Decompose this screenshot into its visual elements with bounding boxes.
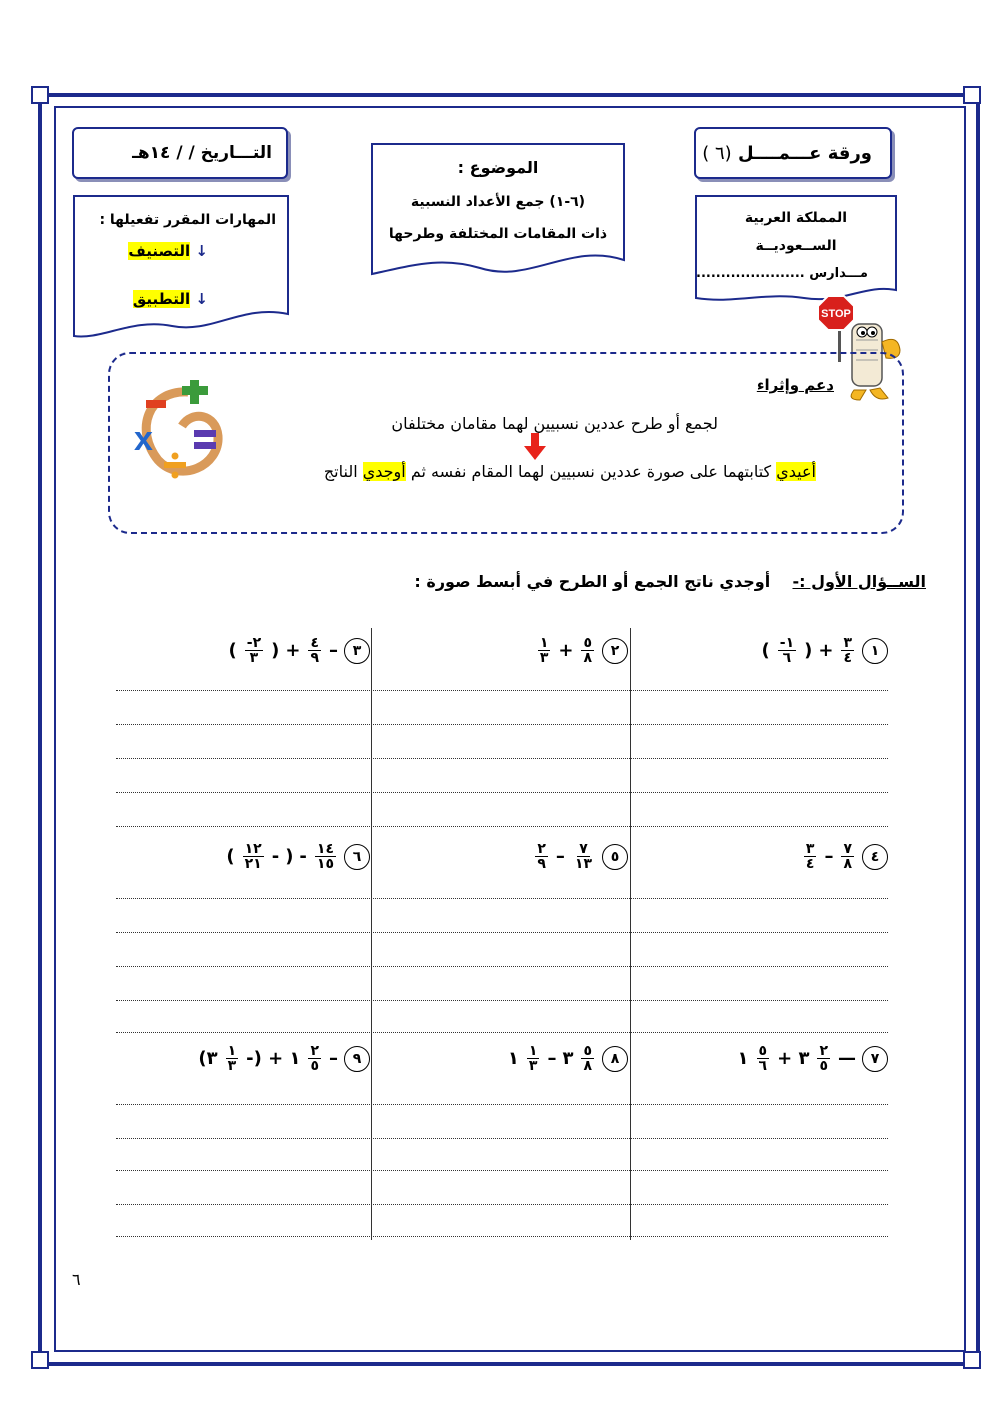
answer-line bbox=[116, 826, 888, 827]
problem-number: ٢ bbox=[602, 638, 628, 664]
operator: – bbox=[329, 1048, 338, 1069]
support-line2: أعيدي كتابتهما على صورة عددين نسبيين لهما المقام نفسه ثم أوجدي الناتج bbox=[323, 462, 816, 481]
answer-line bbox=[116, 1032, 888, 1033]
kingdom-line1: المملكة العربية bbox=[744, 210, 848, 226]
answer-line bbox=[116, 758, 888, 759]
page-number: ٦ bbox=[72, 1270, 81, 1289]
topic-line2: ذات المقامات المختلفة وطرحها bbox=[388, 226, 608, 242]
problem-2 bbox=[536, 636, 628, 665]
fraction-denominator: ٥ bbox=[819, 1058, 828, 1074]
fraction bbox=[778, 636, 796, 665]
math-operations-icon bbox=[128, 380, 228, 484]
question-heading: الســؤال الأول :- أوجدي ناتج الجمع أو الطرح في أبسط صورة : bbox=[414, 572, 926, 591]
operator: + bbox=[558, 640, 574, 661]
fraction-numerator: ٣ bbox=[843, 635, 852, 651]
problem-number: ٩ bbox=[344, 1046, 370, 1072]
problem-6 bbox=[226, 842, 370, 871]
fraction bbox=[538, 636, 551, 665]
fraction-denominator: ٨ bbox=[843, 856, 852, 872]
operator: ( bbox=[271, 640, 280, 661]
answer-line bbox=[116, 932, 888, 933]
frame-corner bbox=[31, 86, 49, 104]
problem-number: ٧ bbox=[862, 1046, 888, 1072]
fraction-numerator: ٥ bbox=[583, 635, 592, 651]
bullet-arrow-icon: ↓ bbox=[195, 242, 208, 260]
operator: ( bbox=[804, 640, 813, 661]
fraction bbox=[245, 636, 263, 665]
operator: ) bbox=[226, 846, 235, 867]
frame-corner bbox=[31, 1351, 49, 1369]
operator: – bbox=[547, 1048, 557, 1069]
operator: + bbox=[818, 640, 834, 661]
fraction bbox=[757, 1044, 770, 1073]
support-title: دعم وإثراء bbox=[756, 376, 834, 394]
fraction-numerator: ٥ bbox=[583, 1043, 592, 1059]
operator: ١ bbox=[737, 1048, 749, 1069]
topic-line1: (٦-١) جمع الأعداد النسبية bbox=[410, 194, 586, 210]
fraction-denominator: ١٥ bbox=[316, 856, 334, 872]
fraction bbox=[573, 842, 594, 871]
problem-8 bbox=[508, 1044, 628, 1073]
fraction-numerator: ٧ bbox=[843, 841, 852, 857]
fraction-numerator: ١ bbox=[227, 1043, 237, 1059]
kingdom-line2: الســعوديــة bbox=[755, 238, 837, 254]
fraction-denominator: ٨ bbox=[583, 1058, 592, 1074]
school-line: مـــدارس ...................... bbox=[696, 266, 868, 281]
operator: ٣ + bbox=[777, 1048, 810, 1069]
answer-line bbox=[116, 898, 888, 899]
operator: – bbox=[555, 846, 565, 867]
operator: - bbox=[299, 846, 307, 867]
skill-item-2: ↓ التطبيق bbox=[132, 290, 208, 308]
operator: — bbox=[838, 1048, 856, 1069]
skills-title: المهارات المقرر تفعيلها : bbox=[99, 212, 276, 228]
fraction bbox=[581, 1044, 594, 1073]
operator: ) bbox=[228, 640, 237, 661]
skills-box bbox=[72, 194, 290, 344]
fraction-numerator: ٥ bbox=[758, 1043, 768, 1059]
operator: ١ + (- bbox=[246, 1048, 301, 1069]
fraction-numerator: ٣ bbox=[805, 841, 815, 857]
problem-5 bbox=[533, 842, 628, 871]
fraction bbox=[581, 636, 594, 665]
fraction bbox=[841, 842, 854, 871]
stop-sign-text: STOP bbox=[821, 308, 851, 320]
operator: ١ bbox=[507, 1048, 519, 1069]
fraction-numerator: ١ bbox=[528, 1043, 538, 1059]
bullet-arrow-icon: ↓ bbox=[195, 290, 208, 308]
operator: + bbox=[285, 640, 301, 661]
fraction-numerator: ١ bbox=[539, 635, 549, 651]
fraction-numerator: ١٢ bbox=[244, 841, 262, 857]
answer-line bbox=[116, 792, 888, 793]
answer-line bbox=[116, 690, 888, 691]
answer-line bbox=[116, 1204, 888, 1205]
problem-9 bbox=[198, 1044, 370, 1073]
fraction-denominator: ٢١ bbox=[244, 856, 262, 872]
answer-line bbox=[116, 966, 888, 967]
column-divider bbox=[371, 628, 372, 1240]
problem-number: ٥ bbox=[602, 844, 628, 870]
fraction-denominator: ٦ bbox=[782, 650, 792, 666]
problem-4 bbox=[802, 842, 888, 871]
fraction-denominator: ٣ bbox=[249, 650, 259, 666]
fraction bbox=[243, 842, 264, 871]
problem-number: ٨ bbox=[602, 1046, 628, 1072]
fraction bbox=[308, 1044, 321, 1073]
operator: ٣) bbox=[198, 1048, 218, 1069]
fraction-denominator: ٨ bbox=[583, 650, 592, 666]
fraction-denominator: ٣ bbox=[227, 1058, 237, 1074]
date-label: التـــاريخ / / ١٤هـ bbox=[132, 143, 272, 163]
answer-line bbox=[116, 1236, 888, 1237]
fraction-numerator: ١- bbox=[779, 635, 795, 651]
fraction bbox=[308, 636, 321, 665]
fraction-numerator: ٢ bbox=[819, 1043, 828, 1059]
problem-3 bbox=[229, 636, 370, 665]
problem-1 bbox=[762, 636, 888, 665]
fraction bbox=[817, 1044, 830, 1073]
fraction bbox=[841, 636, 854, 665]
fraction bbox=[527, 1044, 540, 1073]
problem-number: ٤ bbox=[862, 844, 888, 870]
fraction-numerator: ٢ bbox=[310, 1043, 319, 1059]
fraction-denominator: ١٣ bbox=[574, 856, 592, 872]
fraction-denominator: ٩ bbox=[310, 650, 319, 666]
topic-box bbox=[370, 142, 626, 282]
problem-number: ١ bbox=[862, 638, 888, 664]
worksheet-label-box bbox=[694, 127, 892, 179]
problem-7 bbox=[738, 1044, 888, 1073]
operator: ٣ bbox=[562, 1048, 574, 1069]
worksheet-label: ورقة عـــمــــل (٦ ) bbox=[702, 143, 872, 164]
fraction-denominator: ٣ bbox=[528, 1058, 538, 1074]
fraction-numerator: ١٤ bbox=[316, 841, 334, 857]
frame-corner bbox=[963, 1351, 981, 1369]
date-box bbox=[72, 127, 288, 179]
fraction-denominator: ٣ bbox=[539, 650, 549, 666]
fraction bbox=[804, 842, 817, 871]
problem-number: ٦ bbox=[344, 844, 370, 870]
fraction-denominator: ٦ bbox=[758, 1058, 768, 1074]
fraction bbox=[315, 842, 336, 871]
fraction-denominator: ٤ bbox=[805, 856, 815, 872]
fraction-denominator: ٥ bbox=[310, 1058, 319, 1074]
fraction-denominator: ٩ bbox=[537, 856, 546, 872]
topic-title: الموضوع : bbox=[457, 158, 539, 177]
frame-corner bbox=[963, 86, 981, 104]
support-line1: لجمع أو طرح عددين نسبيين لهما مقامان مختلفان bbox=[391, 414, 718, 433]
operator: – bbox=[824, 846, 834, 867]
fraction-numerator: ٢ bbox=[537, 841, 546, 857]
down-arrow-icon bbox=[524, 433, 546, 461]
column-divider bbox=[630, 628, 631, 1240]
fraction-denominator: ٤ bbox=[843, 650, 852, 666]
answer-line bbox=[116, 1138, 888, 1139]
fraction-numerator: ٧ bbox=[579, 841, 588, 857]
fraction bbox=[535, 842, 548, 871]
operator: – bbox=[329, 640, 338, 661]
operator: - bbox=[271, 846, 280, 867]
svg-text:x: x bbox=[134, 420, 153, 458]
answer-line bbox=[116, 724, 888, 725]
answer-line bbox=[116, 1170, 888, 1171]
operator: ) bbox=[761, 640, 770, 661]
problem-number: ٣ bbox=[344, 638, 370, 664]
skill-item-1: ↓ التصنيف bbox=[128, 242, 208, 260]
fraction bbox=[226, 1044, 239, 1073]
answer-line bbox=[116, 1000, 888, 1001]
fraction-numerator: ٤ bbox=[310, 635, 319, 651]
operator: ( bbox=[285, 846, 294, 867]
answer-line bbox=[116, 1104, 888, 1105]
fraction-numerator: ٢- bbox=[246, 635, 262, 651]
